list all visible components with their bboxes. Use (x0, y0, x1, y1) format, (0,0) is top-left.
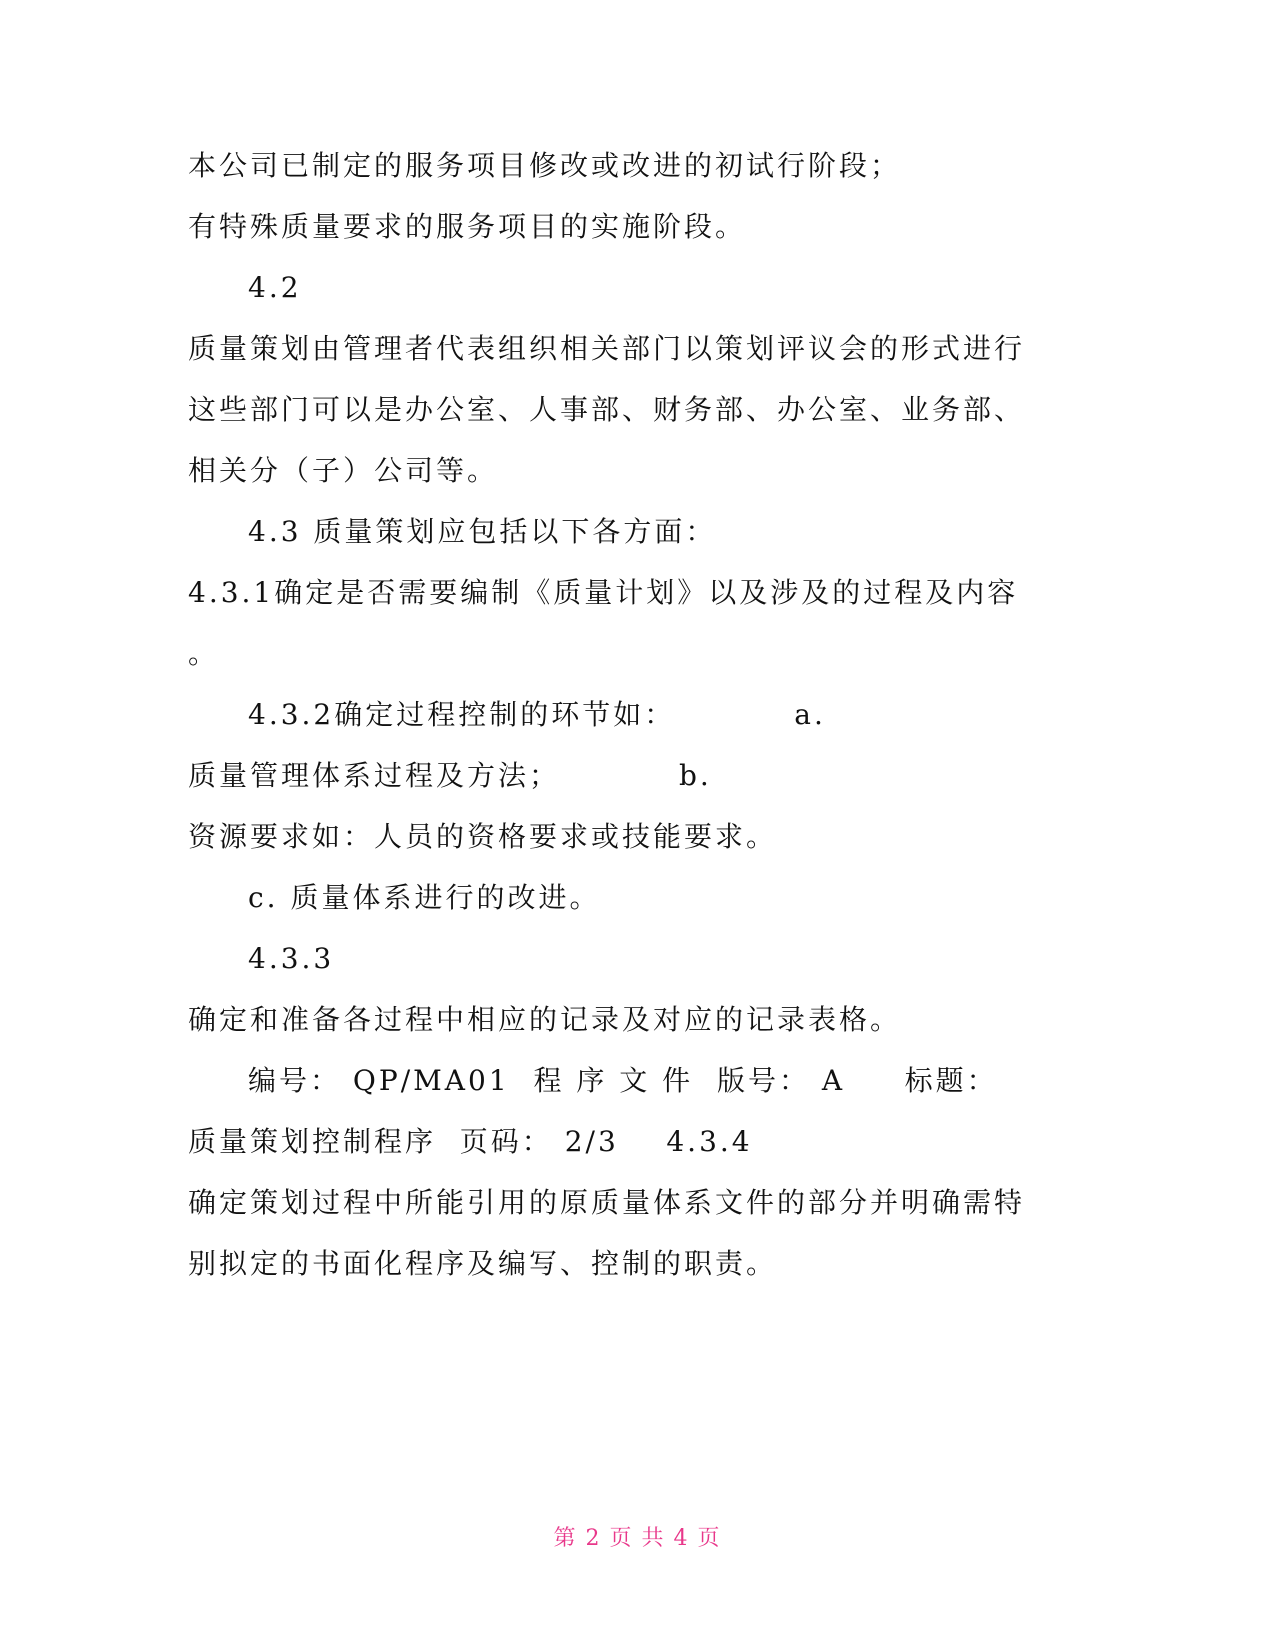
paragraph-line: 相关分（子）公司等。 (188, 454, 499, 487)
paragraph-line: 。 (188, 637, 220, 670)
document-header-line: 编号： QP/MA01 程 序 文 件 版号： A 标题： (248, 1064, 998, 1097)
paragraph-line: 质量管理体系过程及方法； b. (188, 759, 712, 792)
footer-page-word: 页 (609, 1526, 634, 1551)
section-number: 4.3.3 (248, 942, 335, 975)
footer-total-word: 共 (641, 1526, 666, 1551)
paragraph-line: 本公司已制定的服务项目修改或改进的初试行阶段； (188, 149, 902, 182)
footer-total-pages: 4 (673, 1526, 690, 1551)
footer-current-page: 2 (585, 1526, 602, 1551)
paragraph-line: c. 质量体系进行的改进。 (248, 881, 601, 914)
section-number: 4.2 (248, 271, 302, 304)
page-footer (0, 1524, 1275, 1554)
paragraph-line: 4.3.2确定过程控制的环节如： a. (248, 698, 826, 731)
paragraph-line: 4.3.1确定是否需要编制《质量计划》以及涉及的过程及内容 (188, 576, 1019, 609)
paragraph-line: 别拟定的书面化程序及编写、控制的职责。 (188, 1247, 778, 1280)
paragraph-line: 有特殊质量要求的服务项目的实施阶段。 (188, 210, 747, 243)
footer-suffix: 页 (697, 1526, 722, 1551)
document-header-line: 质量策划控制程序 页码： 2/3 4.3.4 (188, 1125, 753, 1158)
footer-prefix: 第 (553, 1526, 578, 1551)
paragraph-line: 确定策划过程中所能引用的原质量体系文件的部分并明确需特 (188, 1186, 1026, 1219)
paragraph-line: 资源要求如：人员的资格要求或技能要求。 (188, 820, 778, 853)
paragraph-line: 质量策划由管理者代表组织相关部门以策划评议会的形式进行 (188, 332, 1026, 365)
paragraph-line: 这些部门可以是办公室、人事部、财务部、办公室、业务部、 (188, 393, 1026, 426)
paragraph-line: 确定和准备各过程中相应的记录及对应的记录表格。 (188, 1003, 902, 1036)
section-heading: 4.3 质量策划应包括以下各方面： (248, 515, 717, 548)
